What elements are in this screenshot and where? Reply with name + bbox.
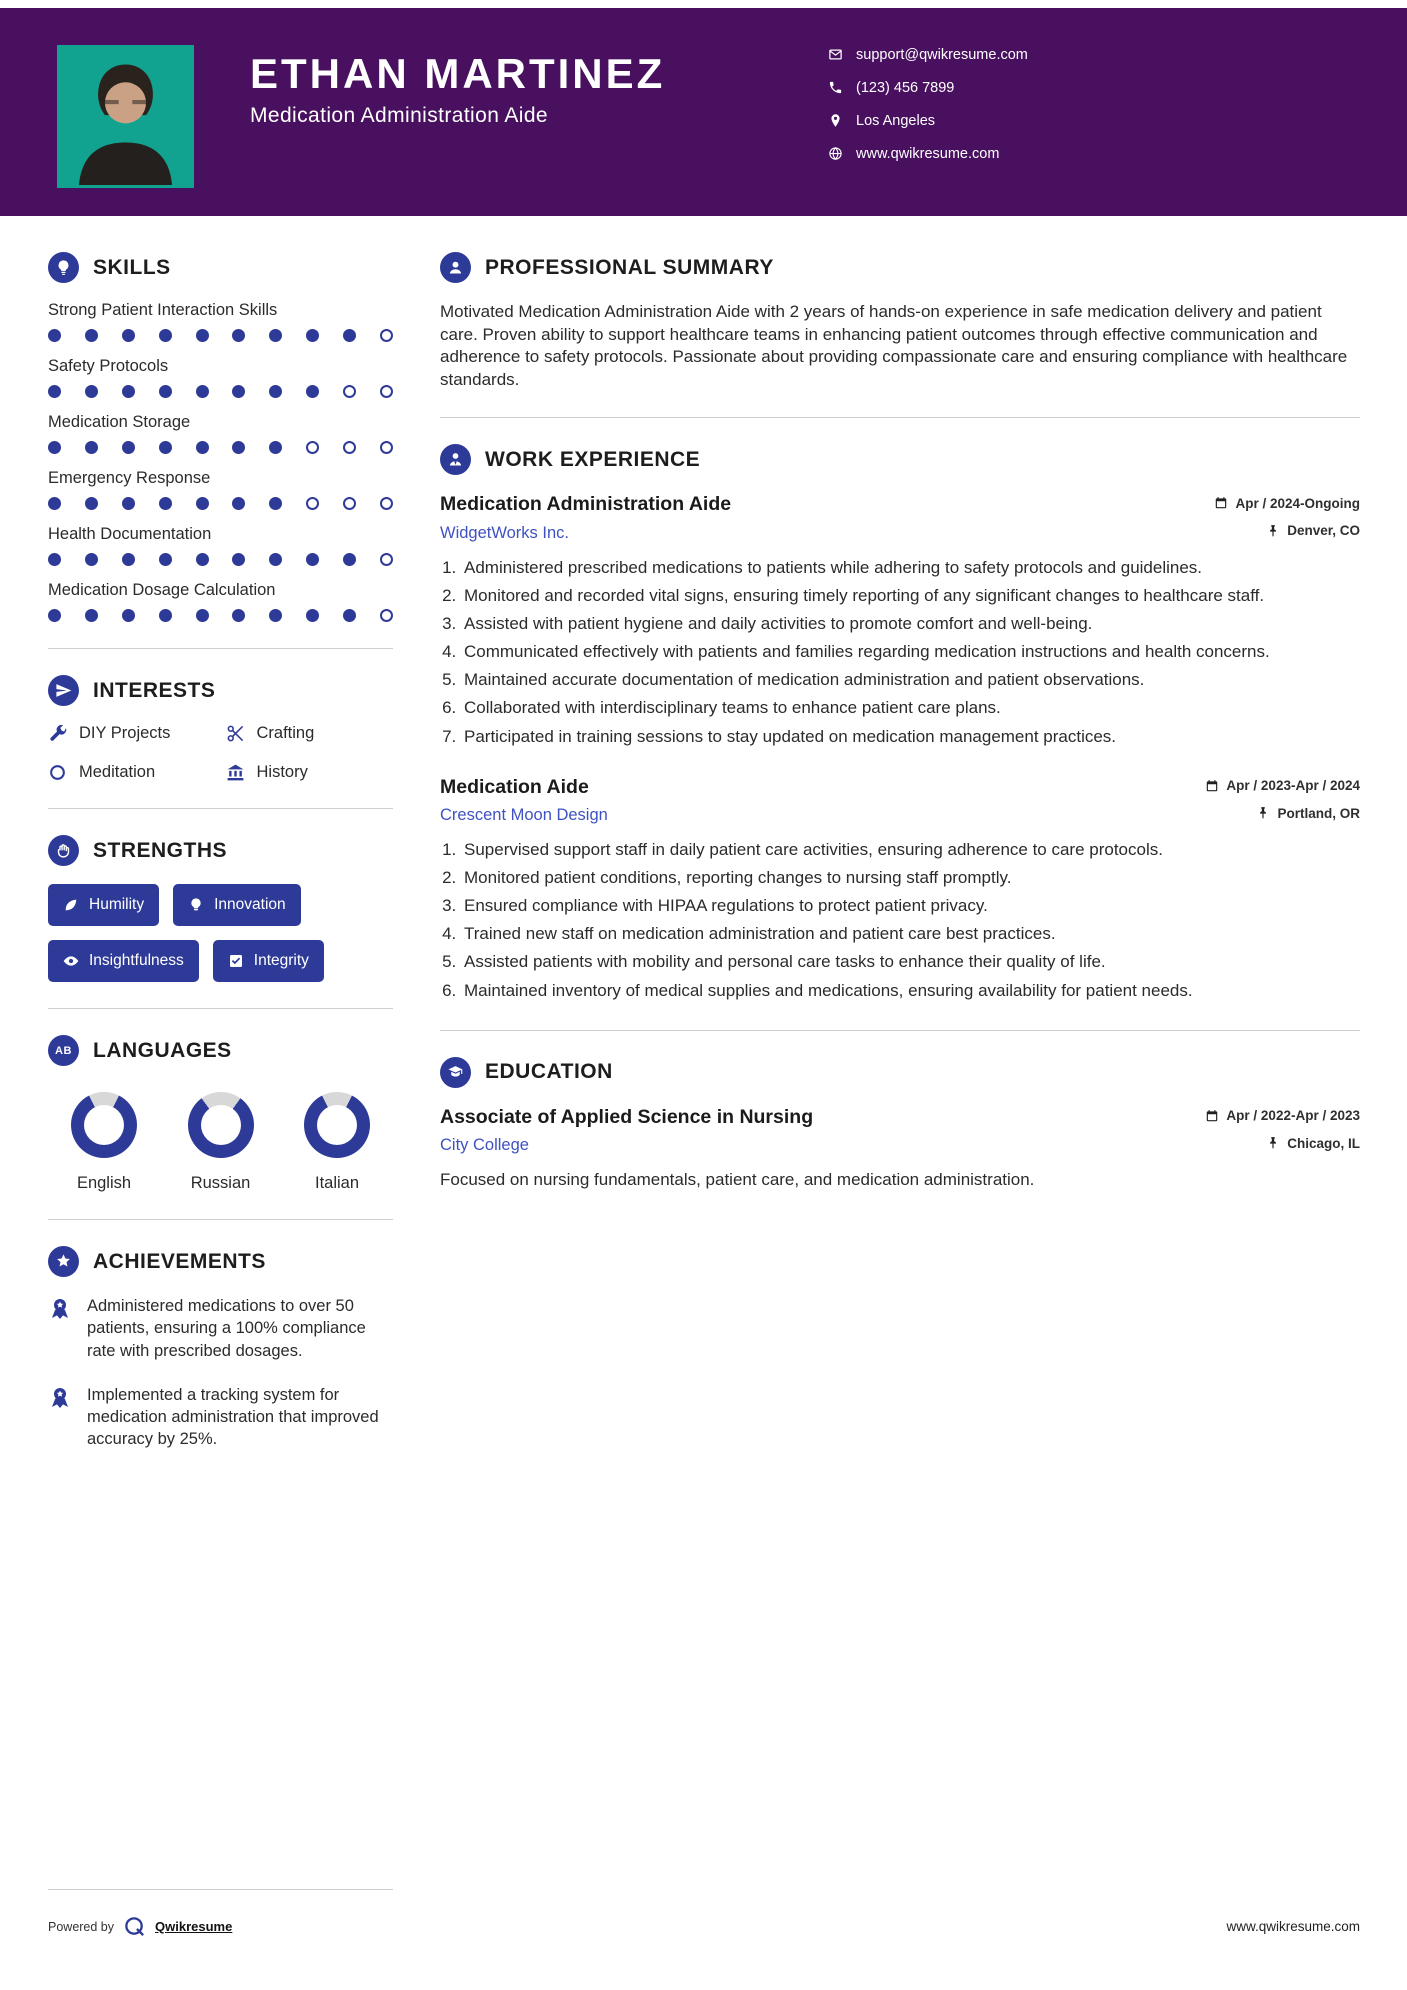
rating-dot-filled: [48, 553, 61, 566]
job-bullet: 7. Participated in training sessions to stay updated on medication management practices.: [461, 726, 1360, 748]
rating-dot-filled: [122, 497, 135, 510]
job-bullet: 2. Monitored patient conditions, reporting changes to nursing staff promptly.: [461, 867, 1360, 889]
rating-dot-filled: [48, 385, 61, 398]
summary-header: [440, 252, 1360, 283]
rating-dot-empty: [306, 497, 319, 510]
divider: [440, 1030, 1360, 1031]
rating-dot-filled: [85, 553, 98, 566]
job-dates-text: Apr / 2024-Ongoing: [1235, 495, 1360, 511]
powered-by-label: Powered by: [48, 1919, 115, 1934]
strength-badge: [48, 940, 199, 982]
achievements-section: [48, 1246, 393, 1451]
experience-section: [440, 444, 1360, 1001]
strength-label: Insightfulness: [89, 952, 184, 969]
job-location-text: Denver, CO: [1287, 523, 1360, 539]
email-icon: [828, 47, 843, 62]
rating-dot-filled: [232, 497, 245, 510]
job-header: [440, 493, 1360, 516]
rating-dot-empty: [380, 441, 393, 454]
footer-website: www.qwikresume.com: [1226, 1919, 1360, 1934]
rating-dot-filled: [85, 609, 98, 622]
contact-phone-text: (123) 456 7899: [856, 79, 955, 96]
right-column: [440, 252, 1360, 1473]
rating-dot-filled: [196, 441, 209, 454]
person-silhouette-icon: [57, 45, 194, 188]
rating-dot-empty: [343, 441, 356, 454]
achievement-item: [48, 1295, 393, 1362]
phone-icon: [828, 80, 843, 95]
rating-dot-filled: [232, 441, 245, 454]
education-entry: [440, 1106, 1360, 1192]
job-bullet: 4. Communicated effectively with patients and families regarding medication instructions and health concerns.: [461, 641, 1360, 663]
job-bullet: 1. Supervised support staff in daily patient care activities, ensuring adherence to care protocols.: [461, 839, 1360, 861]
languages-section: [48, 1035, 393, 1193]
strength-badge: [173, 884, 301, 926]
language-donut-chart: [304, 1092, 370, 1158]
location-pin-icon: [828, 113, 843, 128]
circle-icon: [48, 763, 67, 782]
language-label: Russian: [190, 1174, 251, 1192]
skill-rating: [48, 553, 393, 566]
skill-rating: [48, 497, 393, 510]
achievement-text: Implemented a tracking system for medication administration that improved accuracy by 25%.: [87, 1385, 379, 1449]
header-band: [0, 8, 1407, 216]
rating-dot-filled: [269, 553, 282, 566]
strengths-header: [48, 835, 393, 866]
job-bullets: [440, 839, 1360, 1002]
person-tie-icon: [440, 444, 471, 475]
languages-heading: LANGUAGES: [93, 1038, 232, 1062]
calendar-icon: [1205, 1109, 1219, 1123]
check-square-icon: [228, 953, 244, 969]
skill-label: Health Documentation: [48, 525, 212, 543]
skills-heading: SKILLS: [93, 255, 171, 279]
divider: [440, 417, 1360, 418]
strengths-heading: STRENGTHS: [93, 838, 228, 862]
divider: [48, 808, 393, 809]
person-icon: [440, 252, 471, 283]
rating-dot-filled: [196, 329, 209, 342]
eye-icon: [63, 953, 79, 969]
rating-dot-filled: [48, 329, 61, 342]
pushpin-icon: [1266, 1136, 1280, 1150]
achievements-list: [48, 1295, 393, 1451]
rating-dot-filled: [269, 609, 282, 622]
rating-dot-filled: [48, 441, 61, 454]
leaf-icon: [63, 897, 79, 913]
divider: [48, 1219, 393, 1220]
fist-icon: [48, 835, 79, 866]
rating-dot-filled: [196, 553, 209, 566]
bulb-icon: [188, 897, 204, 913]
scissors-icon: [226, 724, 245, 743]
calendar-icon: [1214, 496, 1228, 510]
interest-item: [48, 763, 216, 782]
footer-branding: [48, 1915, 232, 1938]
skill-rating: [48, 441, 393, 454]
qwikresume-link[interactable]: Qwikresume: [155, 1919, 233, 1934]
interest-item: [226, 724, 394, 743]
medal-icon: [48, 1386, 72, 1410]
strength-badge: [48, 884, 159, 926]
skills-header: [48, 252, 393, 283]
contact-website-text: www.qwikresume.com: [856, 145, 1000, 162]
rating-dot-filled: [159, 553, 172, 566]
company-name[interactable]: WidgetWorks Inc.: [440, 523, 569, 542]
achievements-header: [48, 1246, 393, 1277]
interest-label: Meditation: [79, 763, 156, 781]
job-bullet: 3. Ensured compliance with HIPAA regulations to protect patient privacy.: [461, 895, 1360, 917]
rating-dot-filled: [122, 329, 135, 342]
education-section: [440, 1057, 1360, 1192]
qwikresume-logo-icon: [123, 1915, 146, 1938]
rating-dot-filled: [269, 441, 282, 454]
candidate-name: ETHAN MARTINEZ: [250, 50, 666, 97]
degree-title: Associate of Applied Science in Nursing: [440, 1105, 814, 1128]
rating-dot-filled: [306, 553, 319, 566]
rating-dot-filled: [269, 385, 282, 398]
rating-dot-filled: [85, 329, 98, 342]
education-description: Focused on nursing fundamentals, patient care, and medication administration.: [440, 1170, 1035, 1190]
achievement-text: Administered medications to over 50 patients, ensuring a 100% compliance rate with prescribed dosages.: [87, 1297, 366, 1360]
job-bullet: 2. Monitored and recorded vital signs, ensuring timely reporting of any significant changes to healthcare staff.: [461, 585, 1360, 607]
rating-dot-empty: [380, 385, 393, 398]
interests-list: [48, 724, 393, 782]
job-bullet: 6. Collaborated with interdisciplinary teams to enhance patient care plans.: [461, 697, 1360, 719]
lightbulb-icon: [48, 252, 79, 283]
job-dates: [1205, 778, 1360, 793]
job-bullets: [440, 557, 1360, 748]
contact-email-text: support@qwikresume.com: [856, 46, 1028, 63]
rating-dot-filled: [343, 609, 356, 622]
rating-dot-empty: [343, 497, 356, 510]
wrench-icon: [48, 724, 67, 743]
strength-label: Innovation: [214, 896, 286, 913]
language-item: [56, 1092, 152, 1193]
job-location: [1266, 523, 1360, 538]
job-bullet: 6. Maintained inventory of medical supplies and medications, ensuring availability for patient needs.: [461, 980, 1360, 1002]
rating-dot-filled: [269, 329, 282, 342]
skill-item: [48, 581, 393, 622]
language-item: [289, 1092, 385, 1193]
rating-dot-filled: [85, 385, 98, 398]
interest-item: [48, 724, 216, 743]
rating-dot-filled: [343, 329, 356, 342]
contact-email: [828, 46, 1028, 63]
language-label: Italian: [314, 1174, 360, 1192]
skills-list: [48, 301, 393, 622]
globe-icon: [828, 146, 843, 161]
divider: [48, 1008, 393, 1009]
skill-rating: [48, 329, 393, 342]
skill-label: Safety Protocols: [48, 357, 169, 375]
job-entry: [440, 493, 1360, 747]
interests-section: [48, 675, 393, 782]
summary-text: Motivated Medication Administration Aide with 2 years of hands-on experience in safe medication delivery and patient care. Proven ability to support healthcare teams in enhancing patient outcomes through effective communication and adherence to safety protocols. Passionate about providing compassionate care and ensuring compliance with healthcare standards.: [440, 302, 1348, 389]
rating-dot-filled: [48, 497, 61, 510]
job-location: [1256, 806, 1360, 821]
rating-dot-filled: [122, 553, 135, 566]
education-header: [440, 1057, 1360, 1088]
calendar-icon: [1205, 779, 1219, 793]
education-location-text: Chicago, IL: [1287, 1135, 1360, 1151]
rating-dot-filled: [159, 385, 172, 398]
paper-plane-icon: [48, 675, 79, 706]
rating-dot-empty: [380, 609, 393, 622]
rating-dot-filled: [122, 385, 135, 398]
contact-location: [828, 112, 1028, 129]
job-bullet: 4. Trained new staff on medication administration and patient care best practices.: [461, 923, 1360, 945]
strengths-list: [48, 884, 393, 982]
rating-dot-filled: [85, 441, 98, 454]
skill-item: [48, 525, 393, 566]
divider: [48, 648, 393, 649]
graduation-cap-icon: [440, 1057, 471, 1088]
strength-label: Humility: [89, 896, 145, 913]
rating-dot-filled: [269, 497, 282, 510]
education-dates: [1205, 1108, 1360, 1123]
rating-dot-filled: [122, 609, 135, 622]
footer: [48, 1915, 1360, 1938]
jobs-list: [440, 493, 1360, 1001]
language-donut-chart: [71, 1092, 137, 1158]
job-bullet: 5. Assisted patients with mobility and personal care tasks to enhance their quality of life.: [461, 951, 1360, 973]
skill-item: [48, 357, 393, 398]
rating-dot-filled: [159, 609, 172, 622]
strength-label: Integrity: [253, 952, 309, 969]
languages-header: [48, 1035, 393, 1066]
interest-item: [226, 763, 394, 782]
star-medal-icon: [48, 1246, 79, 1277]
education-location: [1266, 1136, 1360, 1151]
company-name[interactable]: Crescent Moon Design: [440, 806, 608, 825]
summary-section: [440, 252, 1360, 391]
experience-header: [440, 444, 1360, 475]
contact-phone: [828, 79, 1028, 96]
rating-dot-empty: [380, 497, 393, 510]
rating-dot-filled: [196, 609, 209, 622]
education-heading: EDUCATION: [485, 1060, 613, 1084]
pushpin-icon: [1266, 524, 1280, 538]
skill-rating: [48, 609, 393, 622]
language-label: English: [76, 1174, 132, 1192]
divider: [48, 1889, 393, 1890]
rating-dot-filled: [85, 497, 98, 510]
rating-dot-empty: [343, 385, 356, 398]
interests-header: [48, 675, 393, 706]
rating-dot-filled: [232, 609, 245, 622]
skill-label: Strong Patient Interaction Skills: [48, 301, 278, 319]
interest-label: DIY Projects: [79, 724, 171, 742]
contact-location-text: Los Angeles: [856, 112, 936, 129]
languages-list: [48, 1084, 393, 1193]
skill-item: [48, 301, 393, 342]
content: [48, 252, 1360, 1473]
skills-section: [48, 252, 393, 622]
job-bullet: 3. Assisted with patient hygiene and daily activities to promote comfort and well-being.: [461, 613, 1360, 635]
left-column: [48, 252, 393, 1473]
strengths-section: [48, 835, 393, 982]
job-dates-text: Apr / 2023-Apr / 2024: [1226, 778, 1360, 794]
job-header: [440, 776, 1360, 799]
interests-heading: INTERESTS: [93, 678, 216, 702]
museum-icon: [226, 763, 245, 782]
name-block: [250, 50, 665, 128]
rating-dot-filled: [196, 497, 209, 510]
skill-label: Emergency Response: [48, 469, 211, 487]
rating-dot-filled: [159, 497, 172, 510]
rating-dot-filled: [343, 553, 356, 566]
language-donut-chart: [188, 1092, 254, 1158]
skill-label: Medication Storage: [48, 413, 191, 431]
translate-icon: AB: [48, 1035, 79, 1066]
rating-dot-filled: [232, 385, 245, 398]
school-name[interactable]: City College: [440, 1136, 529, 1155]
rating-dot-filled: [159, 329, 172, 342]
rating-dot-empty: [306, 441, 319, 454]
rating-dot-filled: [232, 329, 245, 342]
contact-website: [828, 145, 1028, 162]
rating-dot-filled: [232, 553, 245, 566]
job-subheader: [440, 806, 1360, 826]
interest-label: History: [256, 763, 308, 781]
job-location-text: Portland, OR: [1277, 805, 1360, 821]
skill-item: [48, 469, 393, 510]
skill-label: Medication Dosage Calculation: [48, 581, 276, 599]
pushpin-icon: [1256, 806, 1270, 820]
job-dates: [1214, 496, 1360, 511]
rating-dot-filled: [306, 385, 319, 398]
achievements-heading: ACHIEVEMENTS: [93, 1249, 266, 1273]
rating-dot-filled: [48, 609, 61, 622]
strength-badge: [213, 940, 324, 982]
skill-rating: [48, 385, 393, 398]
skill-item: [48, 413, 393, 454]
medal-icon: [48, 1297, 72, 1321]
interest-label: Crafting: [256, 724, 315, 742]
education-dates-text: Apr / 2022-Apr / 2023: [1226, 1108, 1360, 1124]
job-subheader: [440, 523, 1360, 543]
job-bullet: 1. Administered prescribed medications to patients while adhering to safety protocols and guidelines.: [461, 557, 1360, 579]
rating-dot-filled: [306, 329, 319, 342]
job-entry: [440, 776, 1360, 1002]
rating-dot-empty: [380, 553, 393, 566]
rating-dot-filled: [122, 441, 135, 454]
summary-heading: PROFESSIONAL SUMMARY: [485, 255, 774, 279]
job-title: Medication Administration Aide: [440, 493, 732, 516]
rating-dot-filled: [159, 441, 172, 454]
achievement-item: [48, 1384, 393, 1451]
rating-dot-filled: [196, 385, 209, 398]
job-bullet: 5. Maintained accurate documentation of medication administration and patient observations.: [461, 669, 1360, 691]
experience-heading: WORK EXPERIENCE: [485, 447, 701, 471]
job-title: Medication Aide: [440, 775, 589, 798]
profile-photo: [57, 45, 194, 188]
candidate-title: Medication Administration Aide: [250, 104, 548, 128]
rating-dot-filled: [306, 609, 319, 622]
rating-dot-empty: [380, 329, 393, 342]
contact-block: [828, 46, 1028, 162]
language-item: [173, 1092, 269, 1193]
